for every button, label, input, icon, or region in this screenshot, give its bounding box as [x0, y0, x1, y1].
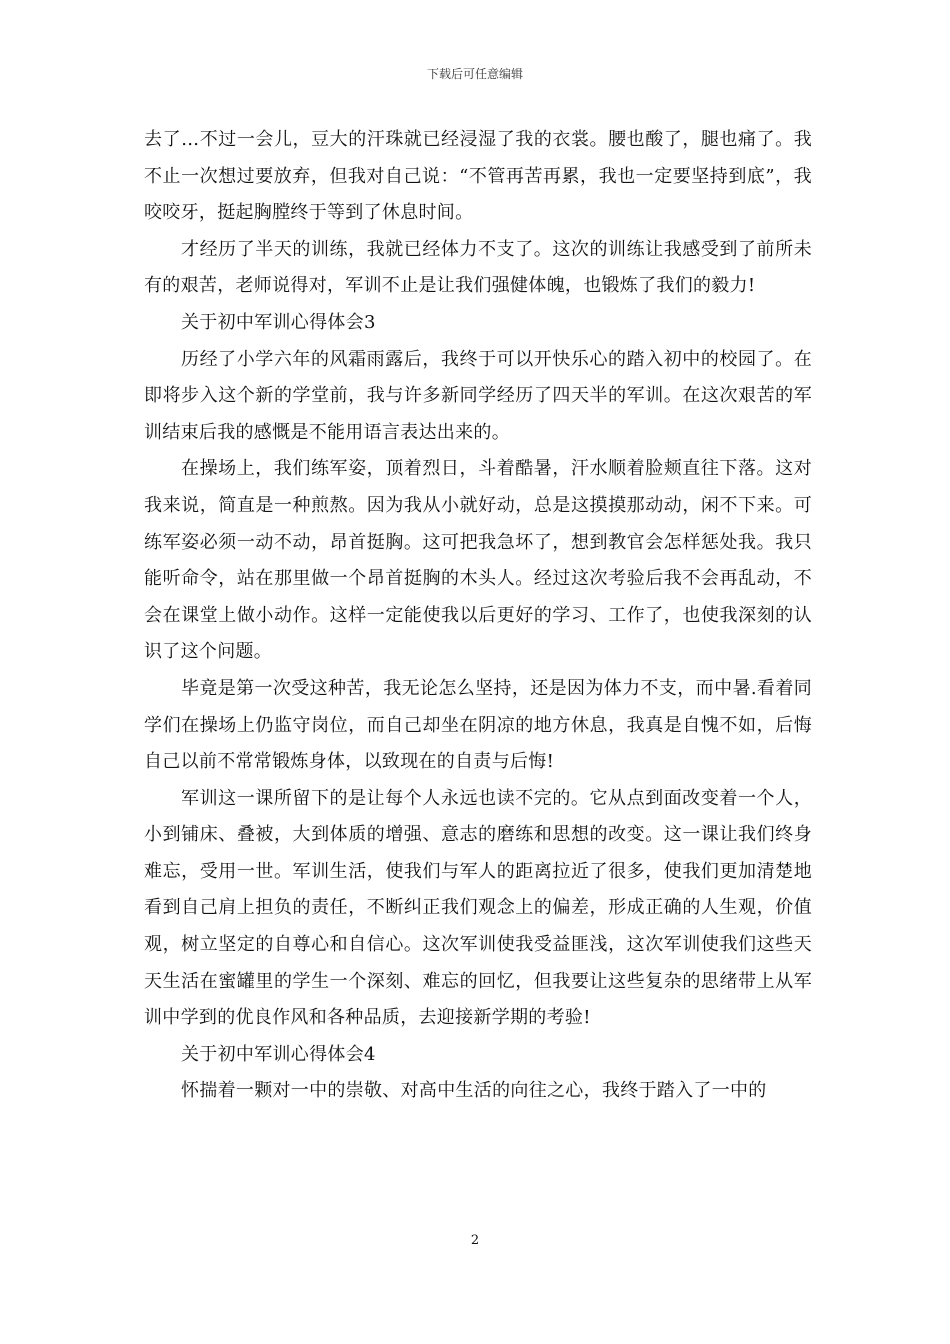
paragraph-7: 怀揣着一颗对一中的崇敬、对高中生活的向往之心，我终于踏入了一中的: [181, 1080, 767, 1102]
paragraph-3: 历经了小学六年的风霜雨露后，我终于可以开快乐心的踏入初中的校园了。在即将步入这个新的学堂前，我与许多新同学经历了四天半的军训。在这次艰苦的军训结束后我的感慨是不能用语言表达出来的。: [144, 348, 812, 443]
paragraph-1: 去了…不过一会儿，豆大的汗珠就已经浸湿了我的衣裳。腰也酸了，腿也痛了。我不止一次想过要放弃，但我对自己说：“不管再苦再累，我也一定要坚持到底”，我咬咬牙，挺起胸膛终于等到了休息时间。: [144, 129, 812, 224]
paragraph-6: 军训这一课所留下的是让每个人永远也读不完的。它从点到面改变着一个人，小到铺床、叠被，大到体质的增强、意志的磨练和思想的改变。这一课让我们终身难忘，受用一世。军训生活，使我们与军人的距离拉近了很多，使我们更加清楚地看到自己肩上担负的责任，不断纠正我们观念上的偏差，形成正确的人生观，价值观，树立坚定的自尊心和自信心。这次军训使我受益匪浅，这次军训使我们这些天天生活在蜜罐里的学生一个深刻、难忘的回忆，但我要让这些复杂的思绪带上从军训中学到的优良作风和各种品质，去迎接新学期的考验!: [144, 787, 812, 1029]
paragraph-4: 在操场上，我们练军姿，顶着烈日，斗着酷暑，汗水顺着脸颊直往下落。这对我来说，简直是一种煎熬。因为我从小就好动，总是这摸摸那动动，闲不下来。可练军姿必须一动不动，昂首挺胸。这可把我急坏了，想到教官会怎样惩处我。我只能听命令，站在那里做一个昂首挺胸的木头人。经过这次考验后我不会再乱动，不会在课堂上做小动作。这样一定能使我以后更好的学习、工作了，也使我深刻的认识了这个问题。: [144, 458, 812, 663]
paragraph-5: 毕竟是第一次受这种苦，我无论怎么坚持，还是因为体力不支，而中暑.看着同学们在操场上仍监守岗位，而自己却坐在阴凉的地方休息，我真是自愧不如，后悔自己以前不常常锻炼身体，以致现在的自责与后悔!: [144, 677, 812, 773]
paragraph-2: 才经历了半天的训练，我就已经体力不支了。这次的训练让我感受到了前所未有的艰苦，老师说得对，军训不止是让我们强健体魄，也锻炼了我们的毅力!: [144, 238, 812, 297]
section-heading-3: 关于初中军训心得体会3: [181, 311, 376, 333]
section-heading-4: 关于初中军训心得体会4: [181, 1043, 376, 1065]
page-header: 下载后可任意编辑: [426, 67, 523, 81]
page-number: 2: [470, 1233, 480, 1248]
document-body: [144, 122, 812, 1110]
